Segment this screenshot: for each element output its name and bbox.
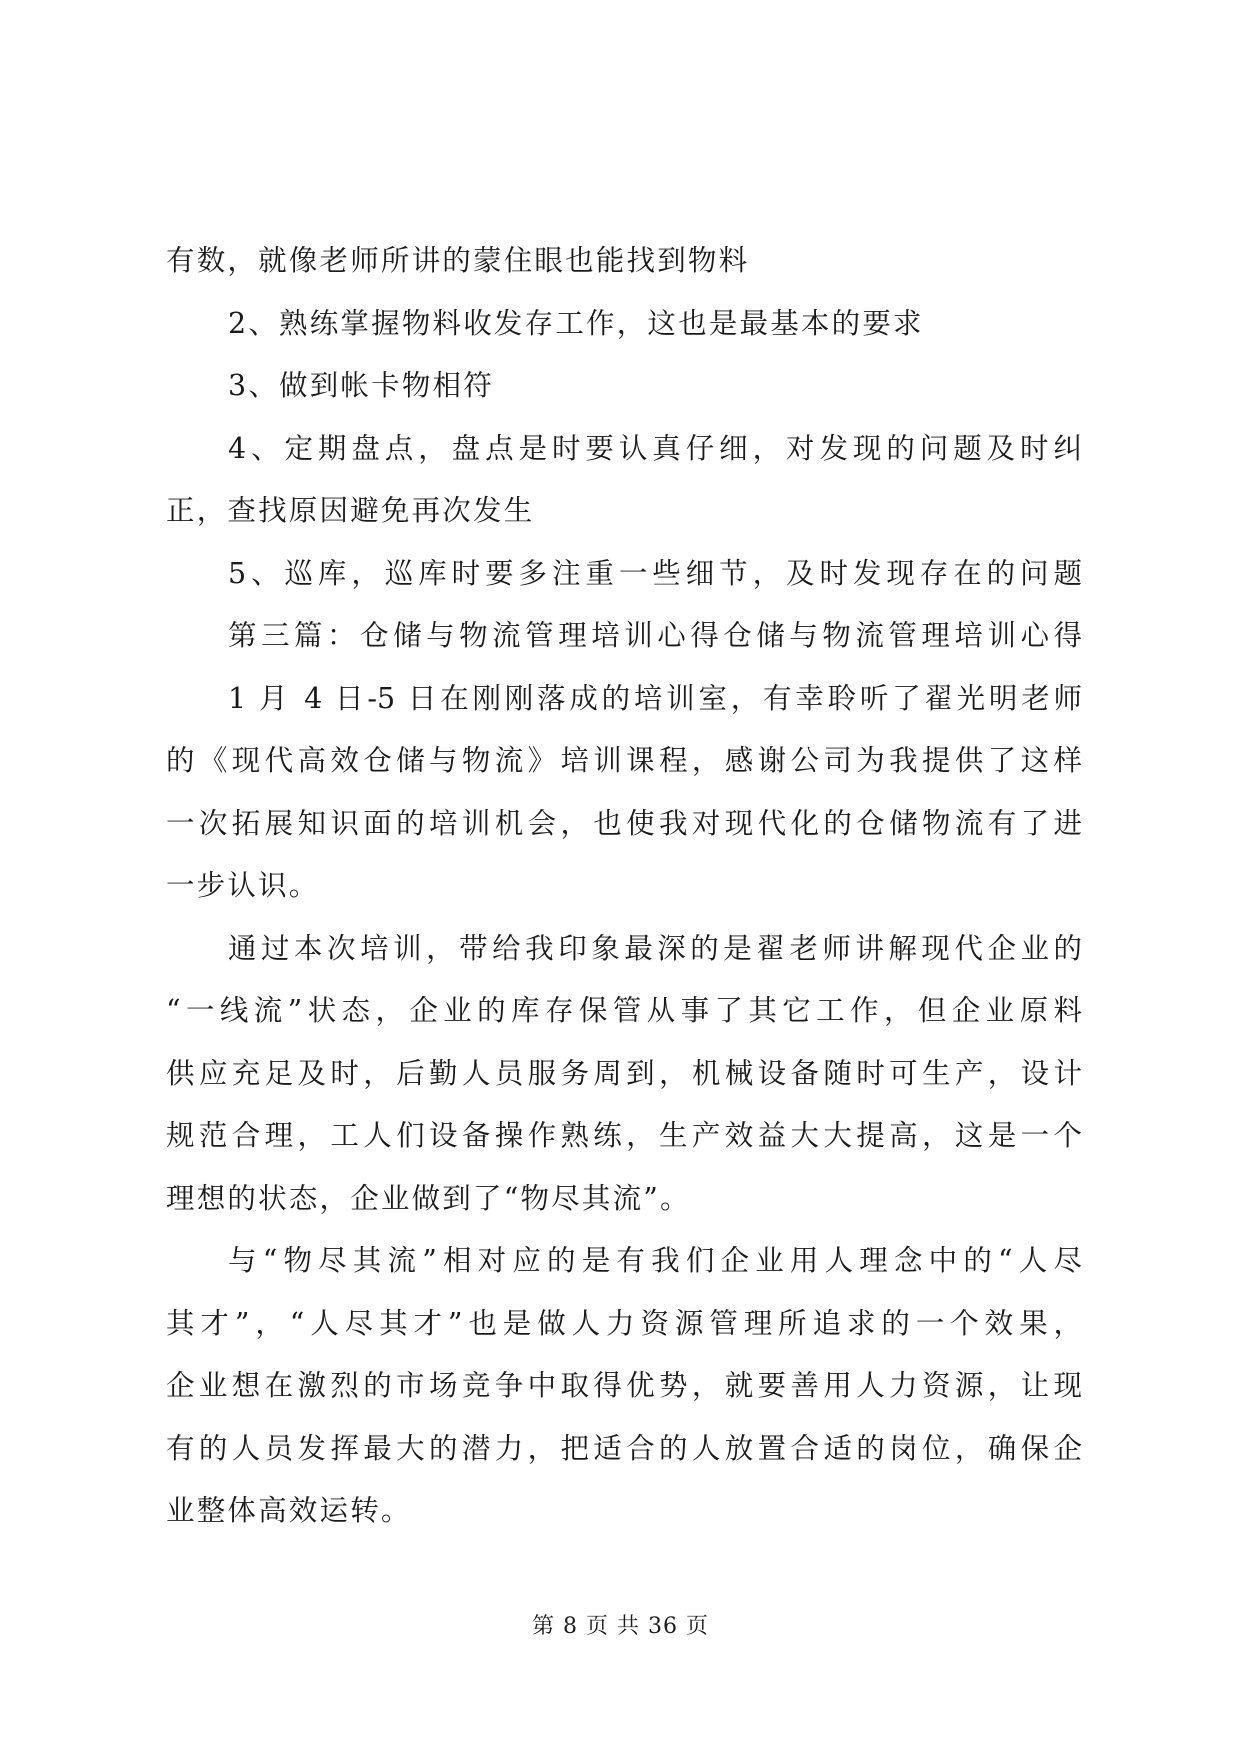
paragraph-line: “一线流”状态，企业的库存保管从事了其它工作，但企业原料 xyxy=(166,994,1082,1027)
document-body xyxy=(166,230,1082,1543)
paragraph-line: 供应充足及时，后勤人员服务周到，机械设备随时可生产，设计 xyxy=(166,1056,1082,1090)
paragraph-line: 一次拓展知识面的培训机会，也使我对现代化的仓储物流有了进 xyxy=(166,806,1082,840)
list-item-3: 3、做到帐卡物相符 xyxy=(228,369,494,402)
paragraph-line: 有的人员发挥最大的潜力，把适合的人放置合适的岗位，确保企 xyxy=(166,1431,1082,1465)
text-line: 有数，就像老师所讲的蒙住眼也能找到物料 xyxy=(166,244,750,277)
list-item-2: 2、熟练掌握物料收发存工作，这也是最基本的要求 xyxy=(228,306,924,340)
paragraph-line: 1 月 4 日-5 日在刚刚落成的培训室，有幸聆听了翟光明老师 xyxy=(228,681,1082,715)
paragraph-line: 的《现代高效仓储与物流》培训课程，感谢公司为我提供了这样 xyxy=(166,744,1082,777)
paragraph-line: 一步认识。 xyxy=(166,869,320,902)
paragraph-line: 理想的状态，企业做到了“物尽其流”。 xyxy=(166,1181,691,1215)
paragraph-line: 通过本次培训，带给我印象最深的是翟老师讲解现代企业的 xyxy=(228,931,1082,965)
text-line: 正，查找原因避免再次发生 xyxy=(166,494,535,527)
paragraph-line: 规范合理，工人们设备操作熟练，生产效益大大提高，这是一个 xyxy=(166,1119,1082,1152)
page-number-footer: 第 8 页 共 36 页 xyxy=(532,1614,709,1639)
paragraph-line: 其才”，“人尽其才”也是做人力资源管理所追求的一个效果， xyxy=(166,1306,1082,1340)
paragraph-line: 企业想在激烈的市场竞争中取得优势，就要善用人力资源，让现 xyxy=(166,1369,1082,1402)
list-item-5: 5、巡库，巡库时要多注重一些细节，及时发现存在的问题 xyxy=(228,556,1082,590)
paragraph-line: 与“物尽其流”相对应的是有我们企业用人理念中的“人尽 xyxy=(228,1244,1082,1277)
section-heading: 第三篇：仓储与物流管理培训心得仓储与物流管理培训心得 xyxy=(228,619,1082,652)
list-item-4: 4、定期盘点，盘点是时要认真仔细，对发现的问题及时纠 xyxy=(228,431,1082,465)
paragraph-line: 业整体高效运转。 xyxy=(166,1494,412,1527)
